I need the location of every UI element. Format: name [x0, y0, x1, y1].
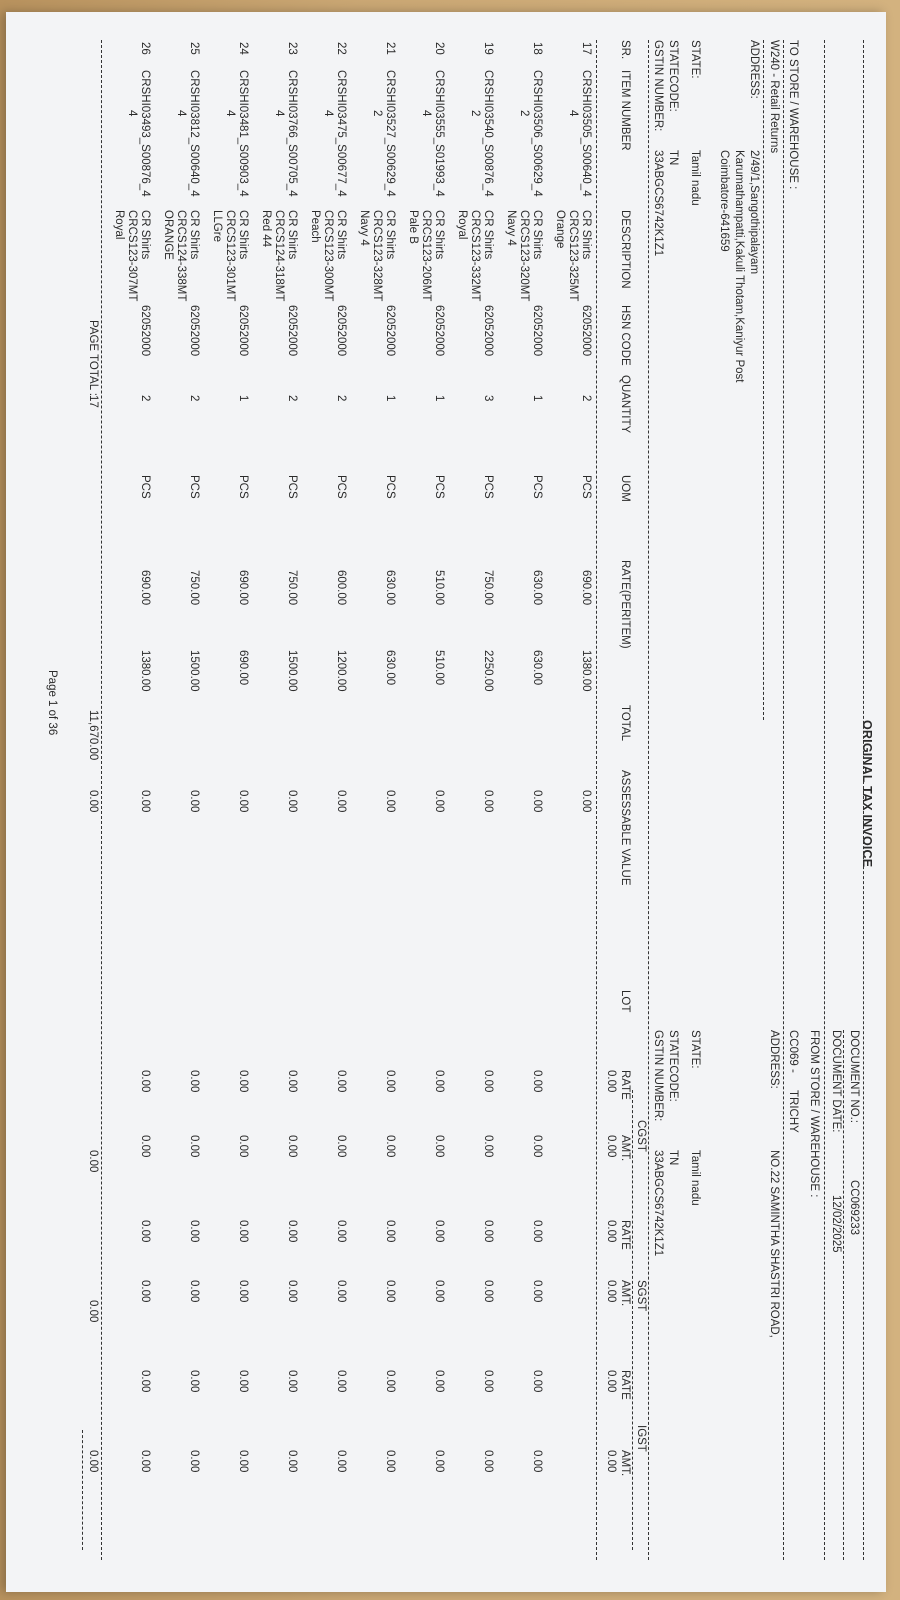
page-number: Page 1 of 36	[46, 670, 58, 736]
row-uom: PCS	[188, 475, 200, 499]
row-rate: 690.00	[139, 570, 151, 606]
row-quantity: 1	[531, 395, 543, 402]
row-tax-value: 0.00	[286, 1070, 298, 1093]
from-gstin-label: GSTIN NUMBER:	[652, 1030, 664, 1122]
row-tax-value: 0.00	[237, 1220, 249, 1243]
tax-header-divider	[632, 1090, 633, 1550]
from-gstin: 33ABGCS6742K1Z1	[652, 1150, 664, 1257]
doc-date-label: DOCUMENT DATE:	[830, 1030, 842, 1133]
row-color: LLGre	[211, 210, 223, 242]
row-color: ORANGE	[162, 210, 174, 260]
totals-divider	[101, 40, 102, 1560]
row-quantity: 2	[580, 395, 592, 402]
row-assessable-value: 0.00	[237, 790, 249, 813]
row-tax-value: 0.00	[482, 1280, 494, 1303]
col-cgst-amt: AMT.	[619, 1135, 631, 1162]
row-assessable-value: 0.00	[188, 790, 200, 813]
row-tax-value: 0.00	[433, 1220, 445, 1243]
row-assessable-value: 0.00	[335, 790, 347, 813]
row-color: Pale B	[407, 210, 419, 244]
row-uom: PCS	[286, 475, 298, 499]
row-description: CR Shirts	[384, 210, 396, 260]
row-tax-value: 0.00	[482, 1135, 494, 1158]
row-sr: 19	[482, 42, 494, 55]
to-address-line-2: Karumathampatti,Kakuli Thotam,Kaniyur Post	[733, 150, 745, 383]
row-tax-value: 0.00	[139, 1370, 151, 1393]
row-description: CR Shirts	[580, 210, 592, 260]
igst-total-underline	[82, 1430, 83, 1550]
row-description: CR Shirts	[237, 210, 249, 260]
row-tax-value: 0.00	[286, 1450, 298, 1473]
row-item-suffix: 4	[224, 110, 236, 117]
row-rate: 750.00	[286, 570, 298, 606]
to-name-divider	[763, 40, 764, 720]
row-item-number: CRSHI03506_S00629_4	[531, 70, 543, 197]
row-total: 1200.00	[335, 650, 347, 692]
row-style-code: CRCS123-332MT	[469, 210, 481, 302]
to-address-line-3: Coimbatore-641659	[718, 150, 730, 252]
row-tax-value: 0.00	[237, 1450, 249, 1473]
row-tax-value: 0.00	[335, 1070, 347, 1093]
to-gstin: 33ABGCS6742K1Z1	[652, 150, 664, 257]
to-address-line-1: 2/49/1,Sangothipalayam	[748, 150, 760, 275]
row-tax-value: 0.00	[188, 1070, 200, 1093]
col-item-number: ITEM NUMBER	[619, 70, 631, 151]
row-item-suffix: 4	[420, 110, 432, 117]
from-city: TRICHY	[787, 1090, 799, 1133]
to-statecode: TN	[667, 150, 679, 166]
row-style-code: CRCS123-301MT	[224, 210, 236, 302]
row-quantity: 3	[482, 395, 494, 402]
row-tax-value: 0.00	[433, 1370, 445, 1393]
row-sr: 24	[237, 42, 249, 55]
row-tax-value: 0.00	[433, 1280, 445, 1303]
header-sgst-rate: 0.00	[605, 1220, 617, 1243]
row-total: 510.00	[433, 650, 445, 686]
row-tax-value: 0.00	[139, 1450, 151, 1473]
row-tax-value: 0.00	[482, 1220, 494, 1243]
row-assessable-value: 0.00	[531, 790, 543, 813]
col-hsn-code: HSN CODE	[619, 305, 631, 366]
col-sgst-amt: AMT.	[619, 1280, 631, 1307]
row-uom: PCS	[531, 475, 543, 499]
row-item-number: CRSHI03475_S00677_4	[335, 70, 347, 197]
row-color: Peach	[309, 210, 321, 243]
row-tax-value: 0.00	[482, 1450, 494, 1473]
row-item-number: CRSHI03540_S00876_4	[482, 70, 494, 197]
row-color: Orange	[554, 210, 566, 249]
col-lot: LOT	[619, 990, 631, 1013]
col-cgst-rate: RATE	[619, 1070, 631, 1100]
row-assessable-value: 0.00	[482, 790, 494, 813]
col-rate: RATE(PERITEM)	[619, 560, 631, 649]
row-rate: 690.00	[580, 570, 592, 606]
row-tax-value: 0.00	[188, 1450, 200, 1473]
row-tax-value: 0.00	[384, 1070, 396, 1093]
from-state: Tamil nadu	[689, 1150, 701, 1206]
row-color: Royal	[456, 210, 468, 240]
from-statecode-label: STATECODE:	[667, 1030, 679, 1102]
row-sr: 18	[531, 42, 543, 55]
row-item-suffix: 4	[175, 110, 187, 117]
from-address-label: ADDRESS:	[768, 1030, 780, 1089]
party-divider	[783, 40, 784, 1560]
col-igst: IGST	[635, 1425, 647, 1452]
row-item-number: CRSHI03481_S00903_4	[237, 70, 249, 197]
col-sgst: SGST	[635, 1280, 647, 1312]
row-rate: 750.00	[482, 570, 494, 606]
row-sr: 26	[139, 42, 151, 55]
row-tax-value: 0.00	[237, 1070, 249, 1093]
row-description: CR Shirts	[482, 210, 494, 260]
row-hsn-code: 62052000	[286, 305, 298, 357]
col-total: TOTAL	[619, 705, 631, 741]
row-hsn-code: 62052000	[531, 305, 543, 357]
row-sr: 20	[433, 42, 445, 55]
row-total: 1380.00	[580, 650, 592, 692]
row-item-suffix: 2	[469, 110, 481, 117]
row-color: Navy 4	[505, 210, 517, 246]
from-statecode: TN	[667, 1150, 679, 1166]
row-tax-value: 0.00	[335, 1450, 347, 1473]
row-assessable-value: 0.00	[384, 790, 396, 813]
row-tax-value: 0.00	[531, 1370, 543, 1393]
col-description: DESCRIPTION	[619, 210, 631, 289]
page-total-cgst: 0.00	[87, 1150, 99, 1173]
to-address-label: ADDRESS:	[748, 40, 760, 99]
row-description: CR Shirts	[531, 210, 543, 260]
row-total: 1380.00	[139, 650, 151, 692]
row-tax-value: 0.00	[531, 1135, 543, 1158]
to-statecode-label: STATECODE:	[667, 40, 679, 112]
invoice-document	[20, 30, 880, 1570]
to-state: Tamil nadu	[689, 150, 701, 206]
doc-no-label: DOCUMENT NO.:	[848, 1030, 860, 1124]
row-item-suffix: 4	[126, 110, 138, 117]
row-hsn-code: 62052000	[384, 305, 396, 357]
row-hsn-code: 62052000	[580, 305, 592, 357]
from-address: NO.22 SAMINTHA SHASTRI ROAD,	[768, 1150, 780, 1338]
page-total-assessable: 0.00	[87, 790, 99, 813]
to-state-label: STATE:	[689, 40, 701, 79]
page-total-igst: 0.00	[87, 1450, 99, 1473]
row-assessable-value: 0.00	[139, 790, 151, 813]
col-quantity: QUANTITY	[619, 375, 631, 434]
row-assessable-value: 0.00	[433, 790, 445, 813]
row-quantity: 1	[384, 395, 396, 402]
row-tax-value: 0.00	[384, 1450, 396, 1473]
row-description: CR Shirts	[139, 210, 151, 260]
row-total: 1500.00	[188, 650, 200, 692]
col-sr: SR.	[619, 40, 631, 60]
col-cgst: CGST	[635, 1120, 647, 1152]
gstin-divider	[648, 40, 649, 1560]
row-item-suffix: 2	[518, 110, 530, 117]
row-tax-value: 0.00	[482, 1370, 494, 1393]
row-assessable-value: 0.00	[580, 790, 592, 813]
row-sr: 25	[188, 42, 200, 55]
row-tax-value: 0.00	[433, 1135, 445, 1158]
row-item-suffix: 2	[371, 110, 383, 117]
row-tax-value: 0.00	[384, 1220, 396, 1243]
row-tax-value: 0.00	[139, 1220, 151, 1243]
row-tax-value: 0.00	[531, 1450, 543, 1473]
row-quantity: 2	[139, 395, 151, 402]
row-style-code: CRCS124-318MT	[273, 210, 285, 302]
row-tax-value: 0.00	[286, 1370, 298, 1393]
row-description: CR Shirts	[433, 210, 445, 260]
row-item-suffix: 4	[322, 110, 334, 117]
row-rate: 630.00	[384, 570, 396, 606]
row-tax-value: 0.00	[433, 1070, 445, 1093]
row-item-number: CRSHI03766_S00705_4	[286, 70, 298, 197]
from-state-label: STATE:	[689, 1030, 701, 1069]
to-heading: TO STORE / WAREHOUSE :	[787, 40, 799, 190]
row-uom: PCS	[482, 475, 494, 499]
row-tax-value: 0.00	[531, 1280, 543, 1303]
header-cgst-rate: 0.00	[605, 1070, 617, 1093]
row-assessable-value: 0.00	[286, 790, 298, 813]
row-style-code: CRCS123-325MT	[567, 210, 579, 302]
row-hsn-code: 62052000	[335, 305, 347, 357]
row-color: Navy 4	[358, 210, 370, 246]
row-hsn-code: 62052000	[188, 305, 200, 357]
row-quantity: 1	[433, 395, 445, 402]
row-item-suffix: 4	[567, 110, 579, 117]
row-quantity: 2	[286, 395, 298, 402]
row-rate: 690.00	[237, 570, 249, 606]
from-code: CC069 -	[787, 1030, 799, 1073]
row-tax-value: 0.00	[237, 1135, 249, 1158]
page-total-amount: 11,670.00	[87, 710, 99, 761]
row-tax-value: 0.00	[188, 1135, 200, 1158]
column-header-divider	[596, 40, 597, 1560]
header-igst-rate: 0.00	[605, 1370, 617, 1393]
row-color: Red 44	[260, 210, 272, 248]
row-uom: PCS	[335, 475, 347, 499]
row-tax-value: 0.00	[384, 1370, 396, 1393]
row-style-code: CRCS124-338MT	[175, 210, 187, 302]
row-tax-value: 0.00	[139, 1135, 151, 1158]
row-tax-value: 0.00	[531, 1070, 543, 1093]
row-tax-value: 0.00	[188, 1280, 200, 1303]
row-tax-value: 0.00	[384, 1135, 396, 1158]
row-uom: PCS	[237, 475, 249, 499]
col-sgst-rate: RATE	[619, 1220, 631, 1250]
row-tax-value: 0.00	[237, 1370, 249, 1393]
row-style-code: CRCS123-320MT	[518, 210, 530, 302]
row-tax-value: 0.00	[286, 1220, 298, 1243]
row-sr: 17	[580, 42, 592, 55]
from-heading: FROM STORE / WAREHOUSE :	[808, 1030, 820, 1198]
row-tax-value: 0.00	[433, 1450, 445, 1473]
to-name: W240 - Retail Returns	[768, 40, 780, 154]
row-quantity: 2	[188, 395, 200, 402]
row-style-code: CRCS123-300MT	[322, 210, 334, 302]
doc-no-value: CC069233	[848, 1180, 860, 1235]
row-uom: PCS	[139, 475, 151, 499]
row-style-code: CRCS123-328MT	[371, 210, 383, 302]
row-item-number: CRSHI03493_S00876_4	[139, 70, 151, 197]
row-tax-value: 0.00	[335, 1280, 347, 1303]
row-total: 2250.00	[482, 650, 494, 692]
row-tax-value: 0.00	[286, 1280, 298, 1303]
col-uom: UOM	[619, 475, 631, 502]
row-style-code: CRCS123-307MT	[126, 210, 138, 302]
header-sgst-amt: 0.00	[605, 1280, 617, 1303]
document-title: ORIGINAL TAX INVOICE	[860, 720, 874, 868]
row-color: Royal	[113, 210, 125, 240]
row-tax-value: 0.00	[188, 1370, 200, 1393]
col-assessable-value: ASSESSABLE VALUE	[619, 770, 631, 886]
row-total: 630.00	[531, 650, 543, 686]
row-style-code: CRCS123-206MT	[420, 210, 432, 302]
row-description: CR Shirts	[286, 210, 298, 260]
row-sr: 23	[286, 42, 298, 55]
row-uom: PCS	[433, 475, 445, 499]
page-total-label: PAGE TOTAL :	[87, 320, 99, 397]
row-quantity: 1	[237, 395, 249, 402]
row-uom: PCS	[580, 475, 592, 499]
row-uom: PCS	[384, 475, 396, 499]
row-tax-value: 0.00	[139, 1280, 151, 1303]
row-tax-value: 0.00	[237, 1280, 249, 1303]
row-tax-value: 0.00	[335, 1370, 347, 1393]
page-total-sgst: 0.00	[87, 1300, 99, 1323]
row-total: 1500.00	[286, 650, 298, 692]
row-sr: 22	[335, 42, 347, 55]
header-igst-amt: 0.00	[605, 1450, 617, 1473]
row-tax-value: 0.00	[384, 1280, 396, 1303]
row-hsn-code: 62052000	[433, 305, 445, 357]
header-cgst-amt: 0.00	[605, 1135, 617, 1158]
docno-divider	[843, 1030, 844, 1560]
row-total: 690.00	[237, 650, 249, 686]
row-hsn-code: 62052000	[237, 305, 249, 357]
row-item-number: CRSHI03527_S00629_4	[384, 70, 396, 197]
row-tax-value: 0.00	[188, 1220, 200, 1243]
row-hsn-code: 62052000	[482, 305, 494, 357]
row-tax-value: 0.00	[335, 1220, 347, 1243]
header-divider	[824, 40, 825, 1560]
row-tax-value: 0.00	[531, 1220, 543, 1243]
row-rate: 750.00	[188, 570, 200, 606]
col-igst-rate: RATE	[619, 1370, 631, 1400]
row-quantity: 2	[335, 395, 347, 402]
doc-date-value: 12/02/2025	[830, 1195, 842, 1253]
row-item-suffix: 4	[273, 110, 285, 117]
col-igst-amt: AMT.	[619, 1450, 631, 1477]
row-description: CR Shirts	[335, 210, 347, 260]
row-rate: 600.00	[335, 570, 347, 606]
row-tax-value: 0.00	[139, 1070, 151, 1093]
row-description: CR Shirts	[188, 210, 200, 260]
page-total-qty: 17	[87, 395, 99, 408]
row-item-number: CRSHI03555_S01993_4	[433, 70, 445, 197]
row-tax-value: 0.00	[286, 1135, 298, 1158]
top-divider	[863, 40, 864, 1560]
row-hsn-code: 62052000	[139, 305, 151, 357]
row-rate: 510.00	[433, 570, 445, 606]
row-tax-value: 0.00	[482, 1070, 494, 1093]
row-total: 630.00	[384, 650, 396, 686]
row-sr: 21	[384, 42, 396, 55]
row-item-number: CRSHI03812_S00640_4	[188, 70, 200, 197]
row-item-number: CRSHI03505_S00640_4	[580, 70, 592, 197]
row-rate: 630.00	[531, 570, 543, 606]
to-gstin-label: GSTIN NUMBER:	[652, 40, 664, 132]
row-tax-value: 0.00	[335, 1135, 347, 1158]
